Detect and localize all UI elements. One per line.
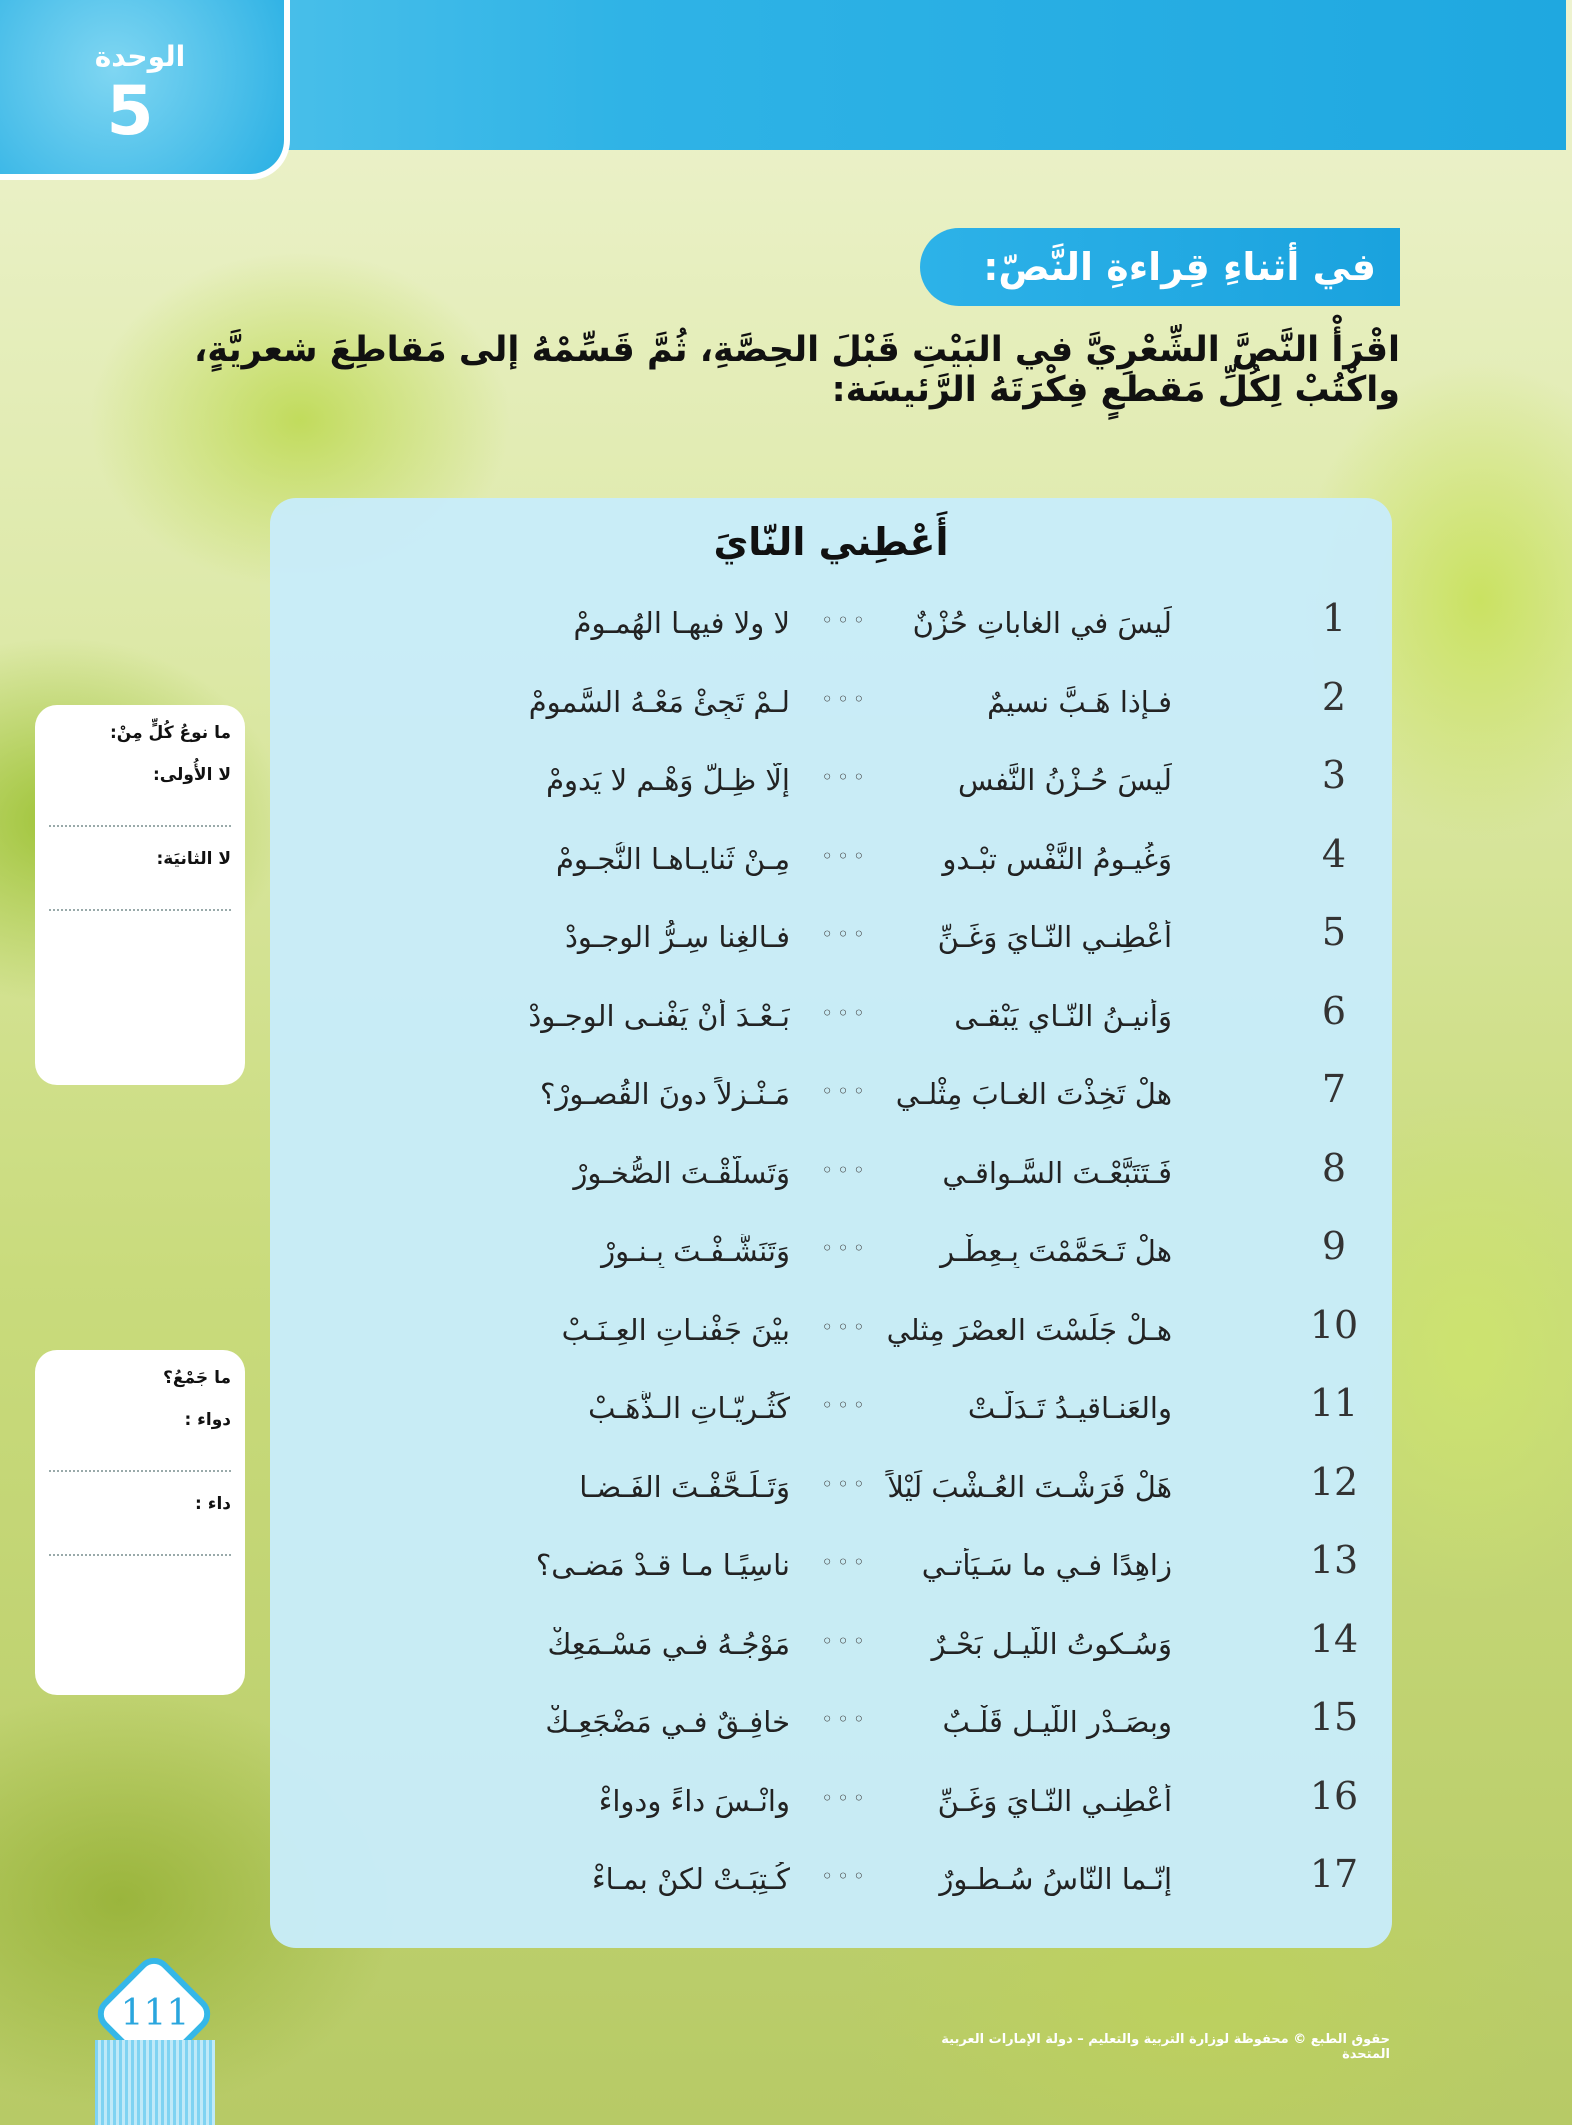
copyright-footer: حقوق الطبع © محفوظة لوزارة التربية والتعليم – دولة الإمارات العربية المتحدة [941, 2032, 1390, 2062]
verse-row [270, 832, 1392, 911]
verse-first-half: إنّـما النّاسُ سُـطـورٌ [939, 1862, 1172, 1896]
verse-row [270, 675, 1392, 754]
verse-second-half: كُـتِبَـتْ لكنْ بمـاءْ [592, 1862, 790, 1896]
verse-second-half: إلّا ظِـلُّ وَهْـمٍ لا يَدومْ [546, 763, 790, 797]
verse-number: 14 [1309, 1616, 1359, 1661]
verse-row [270, 1852, 1392, 1931]
poem-card [270, 498, 1392, 1948]
verse-number: 13 [1309, 1538, 1359, 1582]
verse-separator: ◦◦◦ [821, 922, 869, 946]
page-number: 111 [120, 1993, 190, 2034]
verse-number: 17 [1309, 1852, 1359, 1896]
unit-label: الوحدة [94, 40, 186, 73]
verse-first-half: وبِصَـدْرِ اللَّيـلِ قَلْـبٌ [942, 1705, 1172, 1739]
verse-second-half: لا ولا فيهـا الهُمـومْ [573, 606, 790, 640]
verse-separator: ◦◦◦ [821, 1864, 869, 1888]
verse-second-half: فـالغِنا سِـرُّ الوجـودْ [564, 920, 790, 954]
verse-number: 16 [1309, 1773, 1359, 1818]
verse-second-half: وَتَنَشَّـفْـتَ بِـنـورْ [601, 1234, 790, 1268]
verse-row [270, 596, 1392, 675]
verse-number: 4 [1321, 831, 1347, 876]
verse-row [270, 1224, 1392, 1303]
verse-first-half: فـإذا هَـبَّ نسيمٌ [987, 684, 1172, 719]
verse-second-half: ناسِيًـا مـا قـدْ مَضـى؟ [535, 1548, 790, 1582]
section-title: في أثناءِ قِراءةِ النَّصّ: [920, 228, 1400, 306]
verse-first-half: هلْ تَخِذْتَ الغـابَ مِثْلـي [895, 1077, 1172, 1111]
verse-first-half: والعَنـاقيـدُ تَـدَلَّـتْ [967, 1391, 1172, 1425]
verse-separator: ◦◦◦ [821, 1157, 869, 1182]
verse-row [270, 1460, 1392, 1539]
verse-second-half: مَـنْـزِلاً دونَ القُصـورْ؟ [539, 1077, 790, 1111]
verse-first-half: فَـتَتَبَّعْـتَ السَّـواقـي [942, 1155, 1172, 1190]
verse-row [270, 1146, 1392, 1225]
verse-separator: ◦◦◦ [821, 1393, 869, 1417]
verse-number: 9 [1321, 1224, 1347, 1268]
verse-second-half: مَوْجُـهُ فـي مَسْـمَعِكْ [547, 1626, 790, 1661]
verse-number: 6 [1321, 988, 1347, 1033]
verse-number: 7 [1321, 1067, 1347, 1111]
unit-tab [0, 0, 290, 180]
verse-separator: ◦◦◦ [821, 1236, 869, 1260]
verse-number: 5 [1321, 910, 1347, 954]
verse-second-half: خافِـقٌ فـي مَضْجَعِـكْ [545, 1705, 790, 1739]
side-question: ما نوعُ كُلٍّ مِنْ: [109, 723, 231, 743]
verse-second-half: وانْـسَ داءً ودواءْ [598, 1783, 790, 1818]
verse-second-half: لـمْ تَجِئْ مَعْـهُ السَّمومْ [528, 684, 790, 719]
verse-number: 10 [1309, 1302, 1359, 1347]
decorative-strip [95, 2040, 215, 2125]
side-question: ما جَمْعُ؟ [163, 1368, 231, 1388]
verse-first-half: وَأنيـنُ النّـاي يَبْقـى [954, 998, 1172, 1033]
verse-row [270, 1695, 1392, 1774]
verse-number: 8 [1321, 1145, 1347, 1190]
verse-separator: ◦◦◦ [821, 608, 869, 632]
verse-row [270, 989, 1392, 1068]
verse-number: 11 [1309, 1381, 1359, 1425]
verse-number: 3 [1321, 753, 1347, 797]
answer-line[interactable] [49, 785, 231, 827]
verse-first-half: لَيسَ حُـزْنُ النَّفسِ [957, 763, 1172, 797]
verse-second-half: مِـنْ ثَنايـاهـا النُّجـومْ [555, 841, 790, 876]
answer-line[interactable] [49, 1430, 231, 1472]
verse-first-half: زاهِدًا فـي ما سَـيَأْتـي [921, 1548, 1172, 1582]
side-item-first: لا الأُولى: [152, 765, 231, 785]
verse-row [270, 753, 1392, 832]
verse-separator: ◦◦◦ [821, 1000, 869, 1025]
verse-second-half: كَثُـريّـاتِ الـذَّهَـبْ [588, 1391, 790, 1425]
verse-row [270, 1774, 1392, 1853]
side-box-plurals [35, 1350, 245, 1695]
side-box-types [35, 705, 245, 1085]
verse-separator: ◦◦◦ [821, 1314, 869, 1339]
verse-row [270, 1067, 1392, 1146]
verse-second-half: بَـعْـدَ أنْ يَفْنـى الوجـودْ [528, 998, 790, 1033]
verse-number: 1 [1321, 596, 1347, 640]
verse-number: 2 [1321, 674, 1347, 719]
verse-separator: ◦◦◦ [821, 1628, 869, 1653]
verse-row [270, 910, 1392, 989]
poem-title: أَعْطِني النّايَ [713, 520, 949, 564]
verse-number: 15 [1309, 1695, 1359, 1739]
verse-row [270, 1538, 1392, 1617]
unit-number: 5 [106, 72, 154, 151]
poem-verses [270, 596, 1392, 1931]
verse-first-half: هَلْ فَرَشْـتَ العُـشْبَ لَيْلاً [887, 1469, 1172, 1504]
verse-separator: ◦◦◦ [821, 843, 869, 868]
side-item-second: لا الثانيَة: [156, 849, 231, 869]
instruction-text: اقْرَأْ النَّصَّ الشِّعْرِيَّ في البَيْتِ قَبْلَ الحِصَّةِ، ثُمَّ قَسِّمْهُ إلى مَقاطِعَ شعريَّةٍ، واكْتُبْ لِكُلِّ مَقطعٍ فِكْرَتَهُ الرَّئيسَة: [193, 330, 1400, 410]
verse-separator: ◦◦◦ [821, 1079, 869, 1103]
answer-line[interactable] [49, 1514, 231, 1556]
verse-separator: ◦◦◦ [821, 1550, 869, 1574]
verse-separator: ◦◦◦ [821, 686, 869, 711]
verse-number: 12 [1309, 1459, 1359, 1504]
verse-first-half: هـلْ جَلَسْتَ العصْرَ مِثلي [886, 1312, 1172, 1347]
verse-first-half: أعْطِنـي النّـايَ وَغَـنِّ [937, 1783, 1172, 1818]
verse-second-half: بيْنَ جَفْنـاتِ العِـنَـبْ [561, 1312, 790, 1347]
verse-row [270, 1617, 1392, 1696]
side-item-first: دواء : [184, 1410, 231, 1430]
verse-separator: ◦◦◦ [821, 765, 869, 789]
verse-row [270, 1381, 1392, 1460]
verse-separator: ◦◦◦ [821, 1471, 869, 1496]
answer-line[interactable] [49, 869, 231, 911]
verse-separator: ◦◦◦ [821, 1785, 869, 1810]
verse-second-half: وَتَسلَّقْـتَ الصُّخـورْ [573, 1155, 790, 1190]
side-item-second: داء : [195, 1494, 231, 1514]
verse-first-half: لَيسَ في الغاباتِ حُزْنٌ [912, 606, 1172, 640]
verse-first-half: وَسُـكوتُ اللَّيـلِ بَحْـرٌ [931, 1626, 1172, 1661]
verse-first-half: هلْ تَـحَمَّمْتَ بِـعِطْـرٍ [940, 1234, 1172, 1268]
verse-second-half: وَتَـلَـحَّفْـتَ الفَـضـا [579, 1469, 790, 1504]
verse-first-half: وَغُيـومُ النَّفْسِ تبْـدو [942, 841, 1172, 876]
verse-first-half: أعْطِنـي النّـايَ وَغَـنِّ [937, 920, 1172, 954]
verse-separator: ◦◦◦ [821, 1707, 869, 1731]
verse-row [270, 1303, 1392, 1382]
